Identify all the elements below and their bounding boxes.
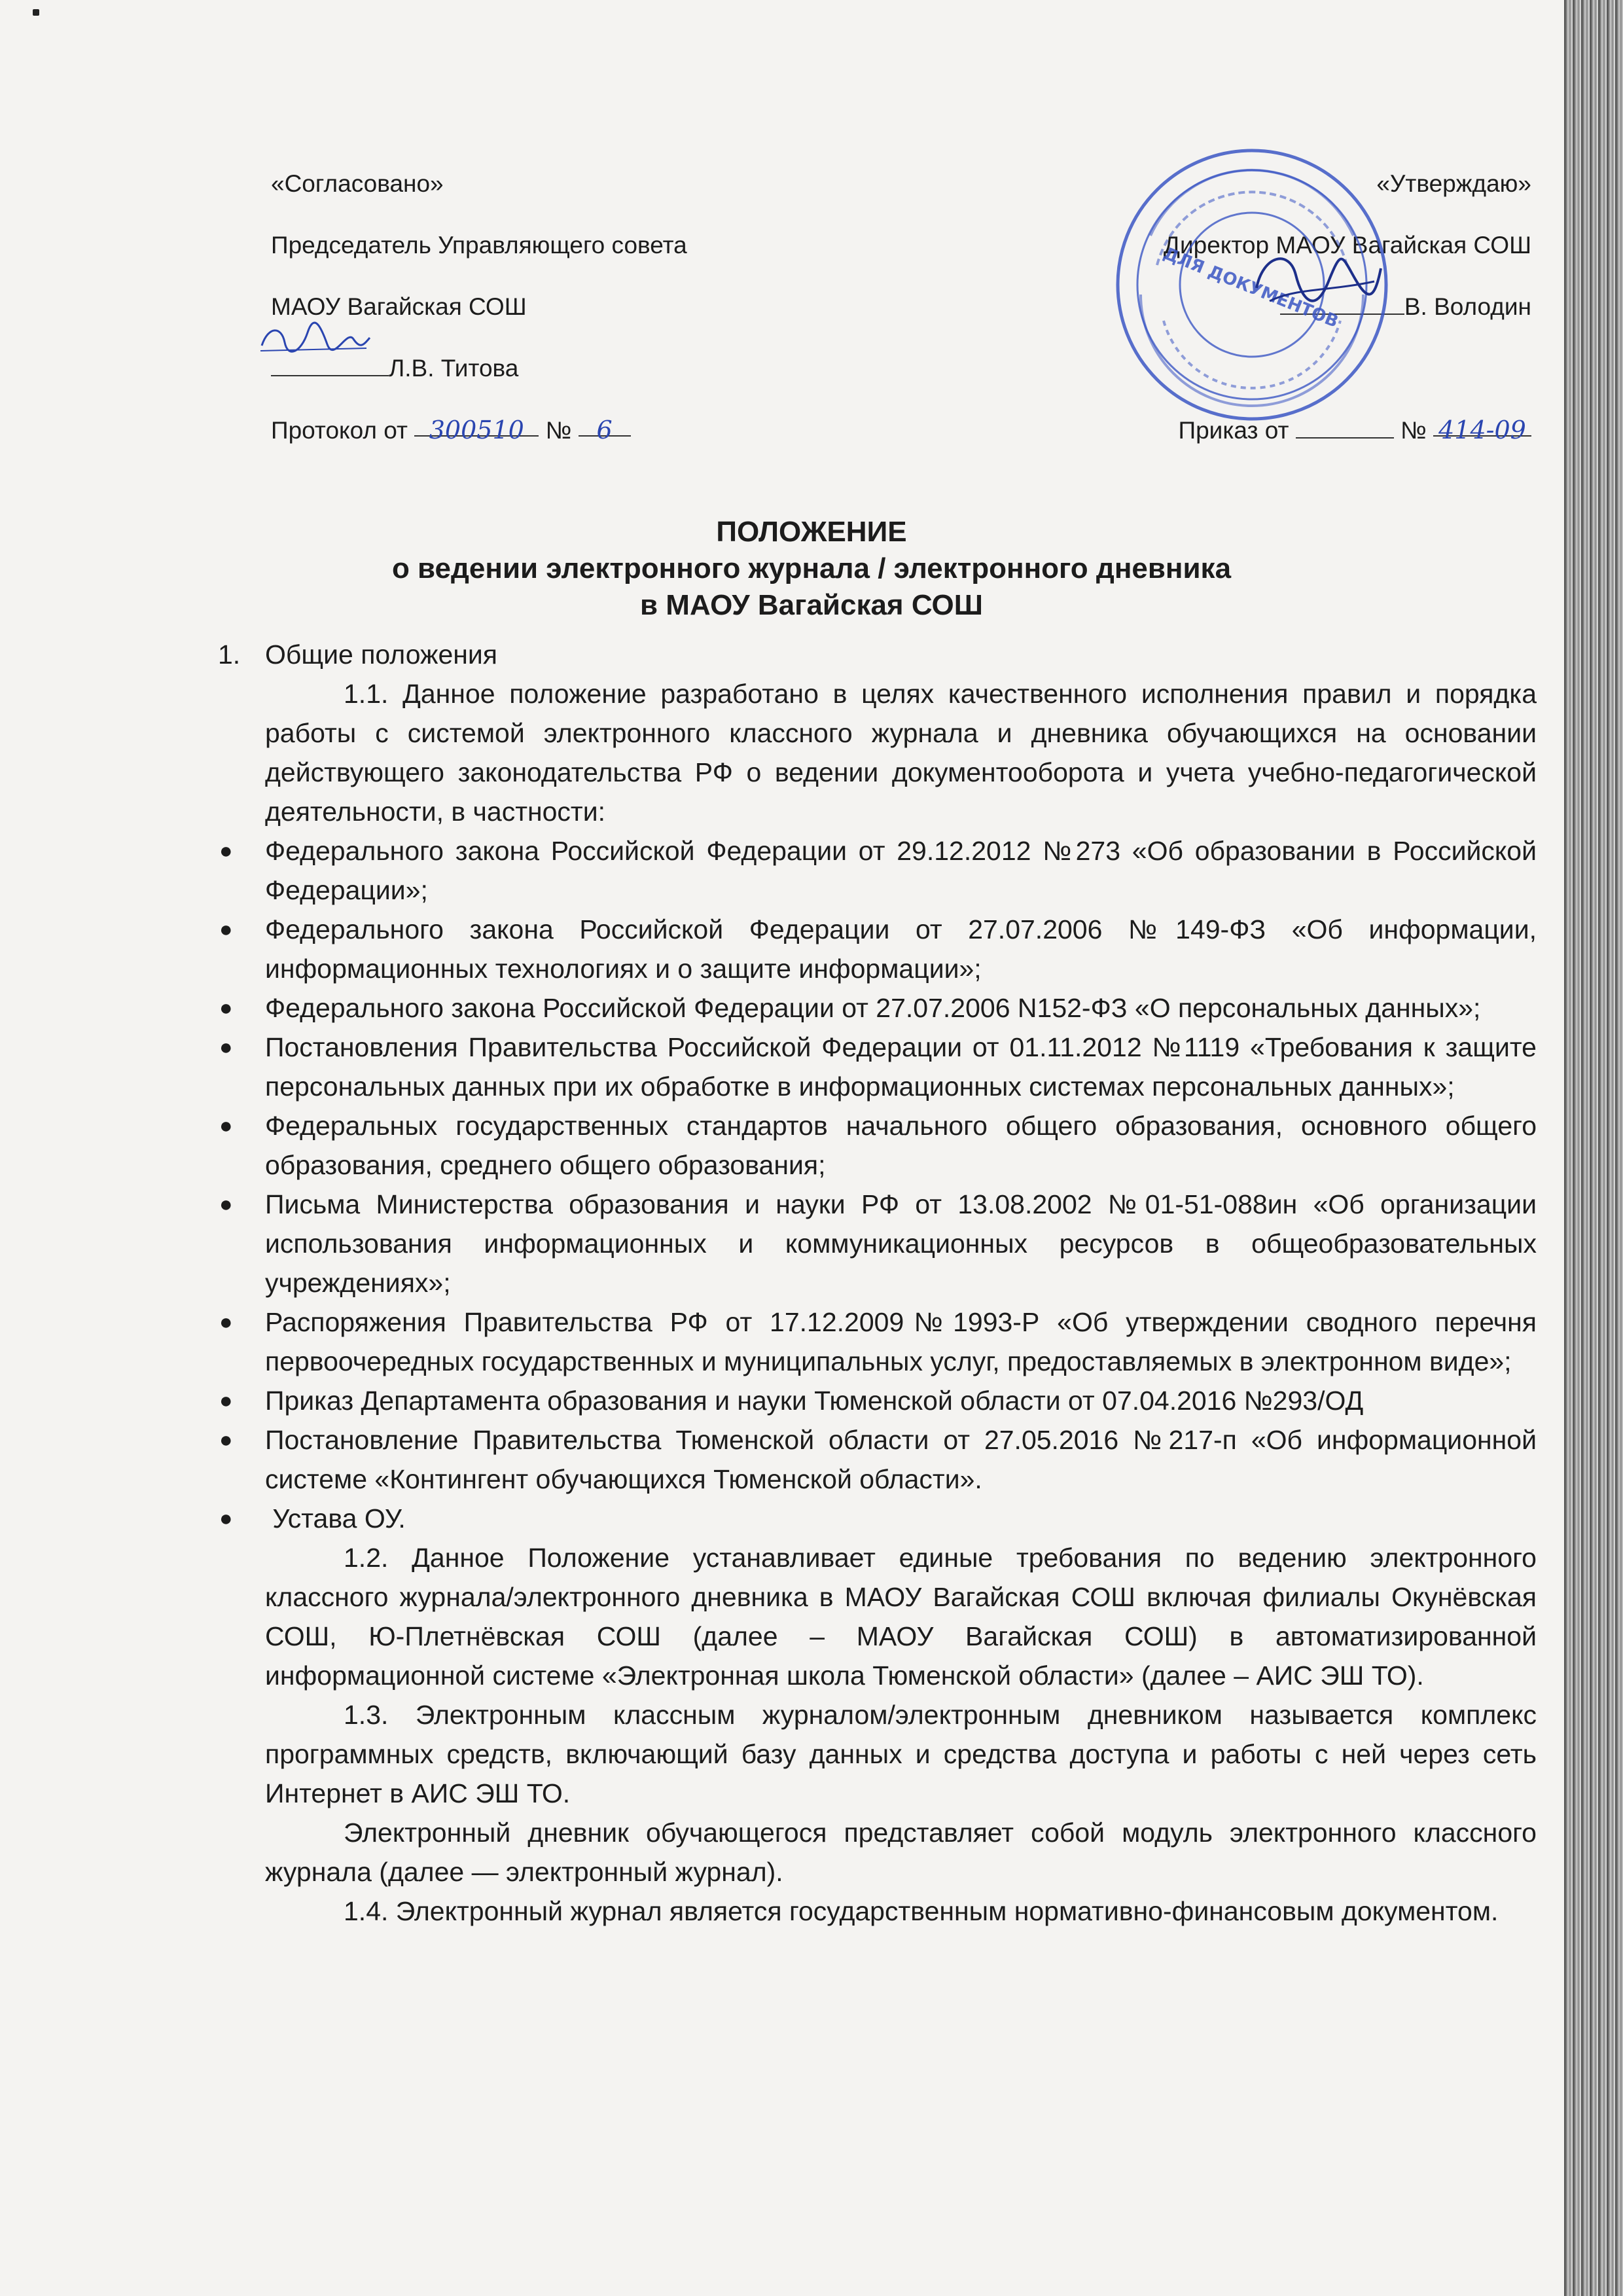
- bullet-item: [219, 1028, 1537, 1106]
- protocol-number-field: [579, 413, 631, 444]
- signature-underline: [271, 353, 389, 376]
- bullet-item: [219, 910, 1537, 988]
- council-chair-signature-line: [271, 351, 687, 413]
- bullet-item: [219, 1499, 1537, 1538]
- document-title: [0, 514, 1623, 624]
- title-line-2: о ведении электронного журнала / электронного дневника: [391, 552, 1232, 584]
- bullet-text: Приказ Департамента образования и науки Тюменской области от 07.04.2016 №293/ОД: [265, 1386, 1364, 1416]
- bullet-item: [219, 988, 1537, 1028]
- bullet-icon: ●: [219, 917, 233, 942]
- paragraph-1-3: 1.3. Электронным классным журналом/электронным дневником называется комплекс программных средств, включающий базу данных и средства доступа и работы с ней через сеть Интернет в АИС ЭШ ТО.: [265, 1700, 1537, 1808]
- bullet-text: Федерального закона Российской Федерации от 27.07.2006 N152-ФЗ «О персональных данных»;: [265, 993, 1481, 1023]
- director-name: В. Володин: [1404, 293, 1531, 320]
- order-prefix: Приказ от: [1178, 417, 1289, 444]
- council-chair-position: Председатель Управляющего совета: [271, 232, 687, 259]
- protocol-line: [271, 413, 687, 475]
- bullet-icon: ●: [219, 1113, 233, 1138]
- paragraph-1-1: 1.1. Данное положение разработано в целях качественного исполнения правил и порядка работы с системой электронного классного журнала и дневника обучающихся на основании действующего законодательства РФ о ведении документооборота и учета учебно-педагогической деятельности, в частности:: [265, 679, 1537, 827]
- signature-underline: [1280, 291, 1404, 315]
- bullet-text: Федерального закона Российской Федерации от 27.07.2006 №149-ФЗ «Об информации, информационных технологиях и о защите информации»;: [265, 914, 1537, 984]
- scan-artifact-dot: [33, 9, 39, 16]
- paragraph-1-2: 1.2. Данное Положение устанавливает единые требования по ведению электронного классного журнала/электронного дневника в МАОУ Вагайская СОШ включая филиалы Окунёвская СОШ, Ю-Плетнёвская СОШ (далее – МАОУ Вагайская СОШ) в автоматизированной информационной системе «Электронная школа Тюменской области» (далее – АИС ЭШ ТО).: [265, 1543, 1537, 1691]
- protocol-date-handwritten: 300510: [429, 416, 524, 444]
- bullet-text: Постановление Правительства Тюменской области от 27.05.2016 №217-п «Об информационной системе «Контингент обучающихся Тюменской области».: [265, 1425, 1537, 1494]
- agreed-block: [271, 167, 687, 475]
- title-line-1: ПОЛОЖЕНИЕ: [716, 516, 907, 548]
- protocol-number-handwritten: 6: [596, 416, 613, 444]
- bullet-text: Федеральных государственных стандартов начального общего образования, основного общего образования, среднего общего образования;: [265, 1111, 1537, 1180]
- bullet-icon: ●: [219, 996, 233, 1020]
- paragraph-1-4: 1.4. Электронный журнал является государственным нормативно-финансовым документом.: [344, 1896, 1499, 1926]
- order-line: [1164, 413, 1531, 475]
- bullet-item: [219, 1420, 1537, 1499]
- protocol-prefix: Протокол от: [271, 417, 408, 444]
- protocol-num-sign: №: [545, 417, 572, 444]
- bullet-icon: ●: [219, 1192, 233, 1217]
- bullet-item: [219, 1381, 1537, 1420]
- bullet-item: [219, 1106, 1537, 1185]
- director-signature-line: [1164, 290, 1531, 351]
- section-title: Общие положения: [265, 639, 498, 670]
- document-body: [218, 635, 1537, 1931]
- approved-block: [1164, 167, 1531, 475]
- agreed-label: «Согласовано»: [271, 170, 444, 197]
- section-number: 1.: [218, 639, 241, 670]
- stamp-text: ДЛЯ ДОКУМЕНТОВ: [1160, 243, 1342, 332]
- order-num-sign: №: [1400, 417, 1427, 444]
- order-date-field: [1296, 415, 1394, 439]
- bullet-item: [219, 1185, 1537, 1302]
- protocol-date-field: [414, 413, 539, 444]
- bullet-icon: ●: [219, 1427, 233, 1452]
- director-position: Директор МАОУ Вагайская СОШ: [1163, 232, 1531, 259]
- title-line-3: в МАОУ Вагайская СОШ: [640, 589, 983, 621]
- bullet-text: Распоряжения Правительства РФ от 17.12.2009№1993-Р «Об утверждении сводного перечня первоочередных государственных и муниципальных услуг, предоставляемых в электронном виде»;: [265, 1307, 1537, 1376]
- bullet-icon: ●: [219, 1035, 233, 1060]
- order-number-field: [1433, 413, 1531, 444]
- section-heading: [218, 635, 1537, 674]
- bullet-item: [219, 1302, 1537, 1381]
- bullet-item: [219, 831, 1537, 910]
- bullet-text: Федерального закона Российской Федерации от 29.12.2012 №273 «Об образовании в Российской Федерации»;: [265, 836, 1537, 905]
- approved-label: «Утверждаю»: [1376, 170, 1531, 197]
- scan-edge-shadow: [1564, 0, 1623, 2296]
- bullet-icon: ●: [219, 1506, 233, 1531]
- bullet-text: Устава ОУ.: [272, 1503, 406, 1534]
- bullet-icon: ●: [219, 1388, 233, 1413]
- order-number-handwritten: 414-09: [1438, 416, 1526, 444]
- bullet-text: Постановления Правительства Российской Федерации от 01.11.2012 №1119 «Требования к защите персональных данных при их обработке в информационных системах персональных данных»;: [265, 1032, 1537, 1102]
- council-chair-name: Л.В. Титова: [389, 355, 519, 382]
- paragraph-1-3-b: Электронный дневник обучающегося представляет собой модуль электронного классного журнала (далее — электронный журнал).: [265, 1818, 1537, 1887]
- bullet-icon: ●: [219, 1310, 233, 1335]
- bullet-text: Письма Министерства образования и науки РФ от 13.08.2002 №01-51-088ин «Об организации использования информационных и коммуникационных ресурсов в общеобразовательных учреждениях»;: [265, 1189, 1537, 1298]
- bullet-icon: ●: [219, 838, 233, 863]
- row-spacer: [1164, 351, 1531, 413]
- council-org: МАОУ Вагайская СОШ: [271, 293, 527, 320]
